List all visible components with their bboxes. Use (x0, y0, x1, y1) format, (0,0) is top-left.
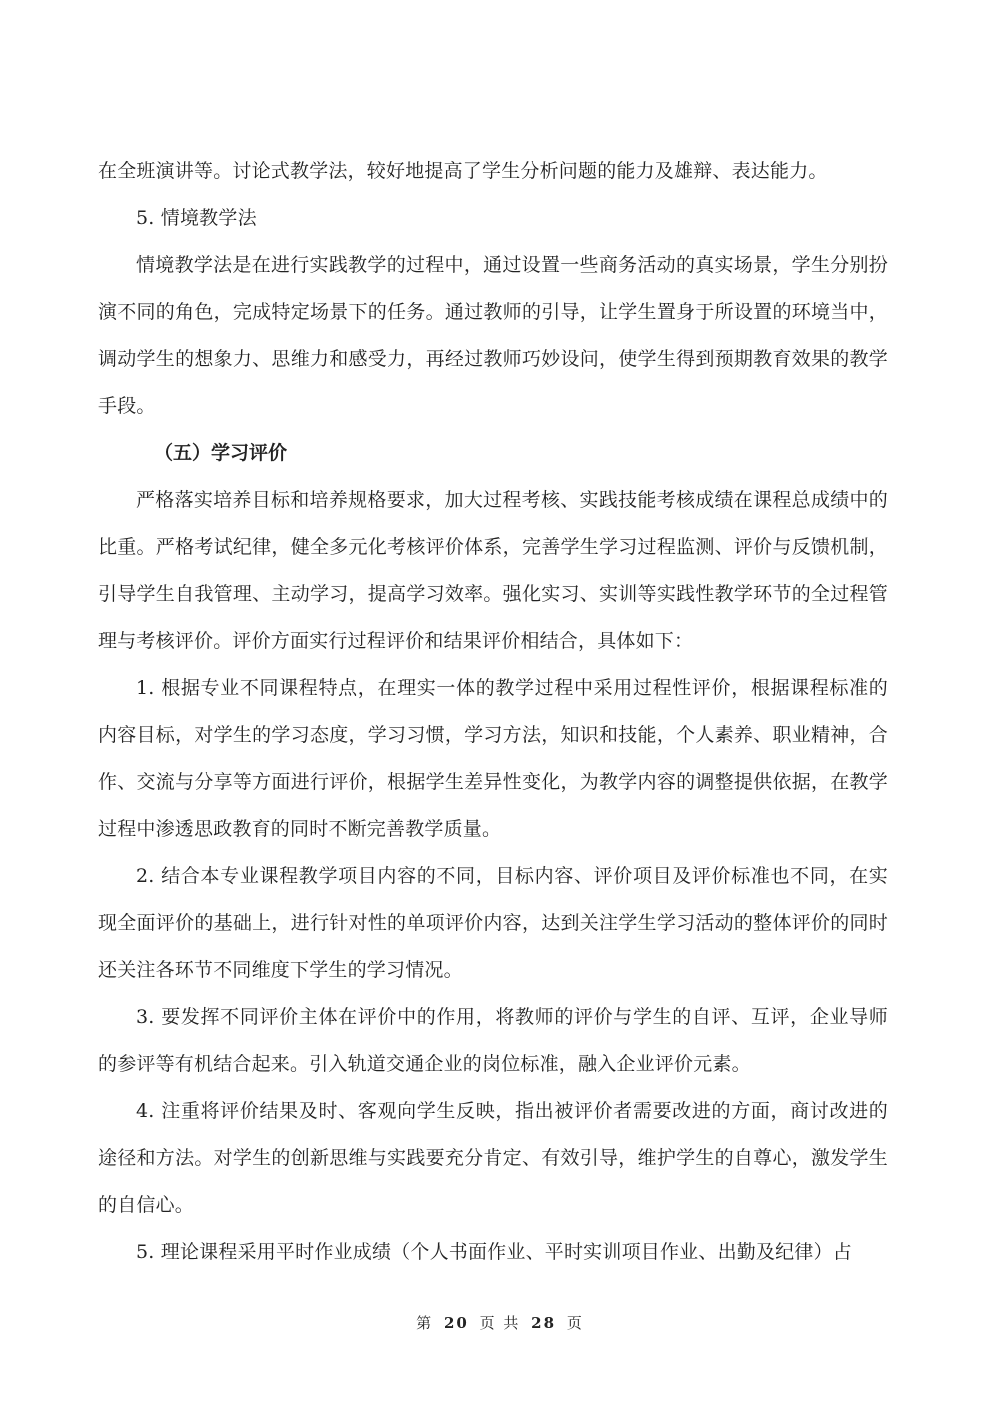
section-heading-learning-evaluation: （五）学习评价 (154, 442, 288, 464)
page-footer (0, 1312, 1000, 1333)
footer-middle: 页 共 (479, 1314, 521, 1332)
paragraph-situational-teaching: 情境教学法是在进行实践教学的过程中，通过设置一些商务活动的真实场景，学生分别扮演不同的角色，完成特定场景下的任务。通过教师的引导，让学生置身于所设置的环境当中，调动学生的想象力、思维力和感受力，再经过教师巧妙设问，使学生得到预期教育效果的教学手段。 (98, 254, 888, 417)
list-item-4: 4. 注重将评价结果及时、客观向学生反映，指出被评价者需要改进的方面，商讨改进的途径和方法。对学生的创新思维与实践要充分肯定、有效引导，维护学生的自尊心，激发学生的自信心。 (98, 1100, 888, 1216)
footer-suffix: 页 (566, 1314, 584, 1332)
document-body (98, 148, 888, 1276)
list-item-1: 1. 根据专业不同课程特点，在理实一体的教学过程中采用过程性评价，根据课程标准的内容目标，对学生的学习态度，学习习惯，学习方法，知识和技能，个人素养、职业精神，合作、交流与分享等方面进行评价，根据学生差异性变化，为教学内容的调整提供依据，在教学过程中渗透思政教育的同时不断完善教学质量。 (98, 677, 888, 840)
footer-prefix: 第 (416, 1314, 434, 1332)
current-page-number: 20 (443, 1314, 469, 1332)
subheading-situational-teaching: 5. 情境教学法 (136, 207, 257, 229)
list-item-5: 5. 理论课程采用平时作业成绩（个人书面作业、平时实训项目作业、出勤及纪律）占 (136, 1241, 852, 1263)
total-page-count: 28 (531, 1314, 557, 1332)
paragraph-continuation: 在全班演讲等。讨论式教学法，较好地提高了学生分析问题的能力及雄辩、表达能力。 (98, 160, 828, 182)
list-item-2: 2. 结合本专业课程教学项目内容的不同，目标内容、评价项目及评价标准也不同，在实现全面评价的基础上，进行针对性的单项评价内容，达到关注学生学习活动的整体评价的同时还关注各环节不同维度下学生的学习情况。 (98, 865, 888, 981)
list-item-3: 3. 要发挥不同评价主体在评价中的作用，将教师的评价与学生的自评、互评，企业导师的参评等有机结合起来。引入轨道交通企业的岗位标准，融入企业评价元素。 (98, 1006, 888, 1075)
paragraph-evaluation-intro: 严格落实培养目标和培养规格要求，加大过程考核、实践技能考核成绩在课程总成绩中的比重。严格考试纪律，健全多元化考核评价体系，完善学生学习过程监测、评价与反馈机制，引导学生自我管理、主动学习，提高学习效率。强化实习、实训等实践性教学环节的全过程管理与考核评价。评价方面实行过程评价和结果评价相结合，具体如下： (98, 489, 888, 652)
